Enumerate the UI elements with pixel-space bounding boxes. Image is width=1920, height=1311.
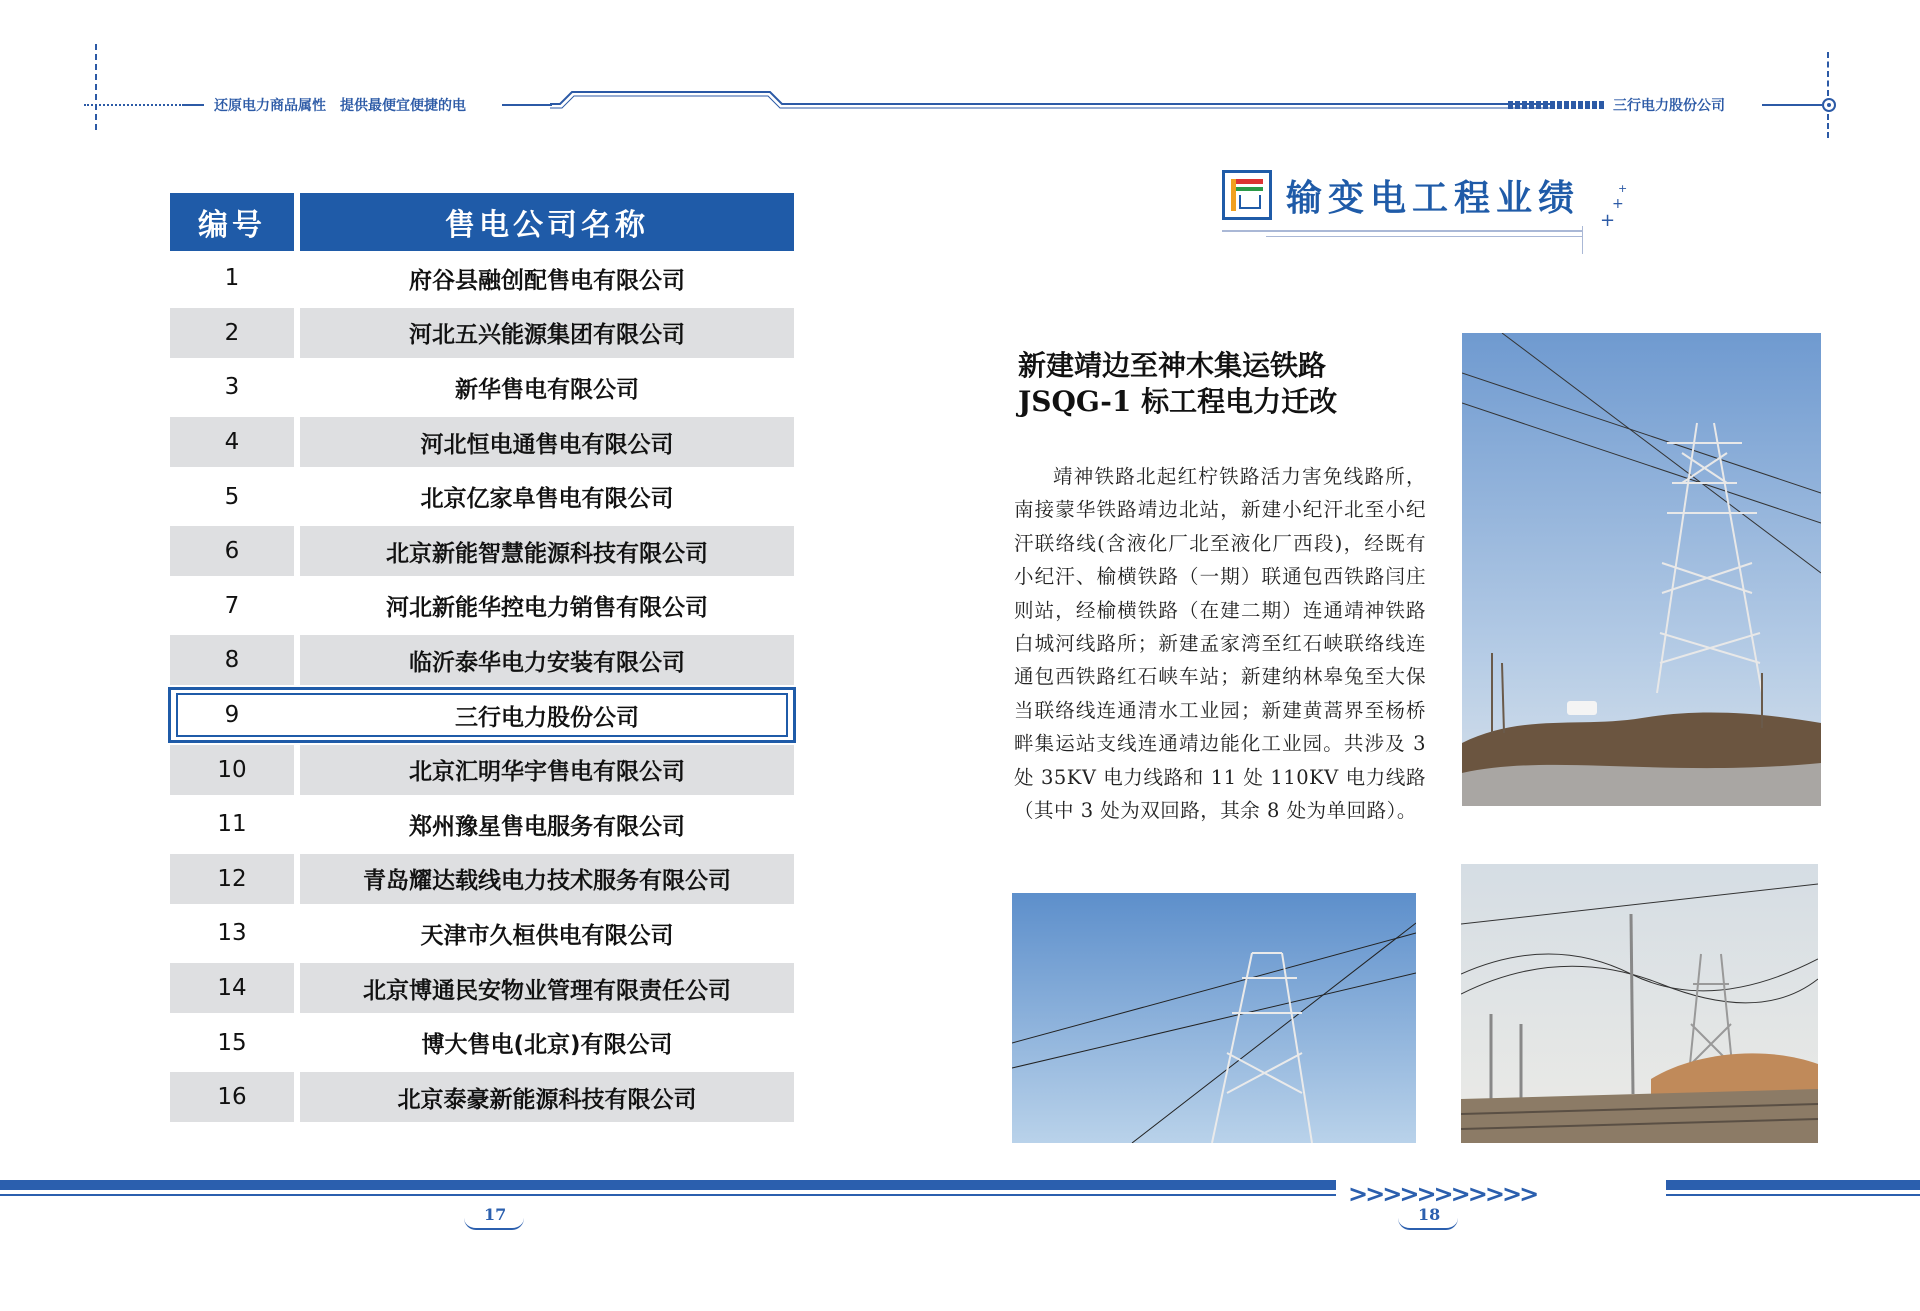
row-number: 14 — [170, 963, 294, 1013]
header-circle-icon — [1822, 98, 1836, 112]
row-company-name: 天津市久桓供电有限公司 — [420, 922, 674, 949]
header-right-rule — [1762, 104, 1822, 106]
header-notch-rule — [550, 88, 1550, 110]
row-number: 3 — [224, 374, 240, 401]
table-row — [170, 1015, 794, 1070]
table-header-company-name: 售电公司名称 — [300, 193, 794, 251]
row-number: 10 — [170, 745, 294, 795]
table-row — [170, 306, 794, 361]
table-row — [170, 251, 794, 306]
row-number: 1 — [224, 265, 240, 292]
table-row — [170, 579, 794, 634]
table-row — [170, 906, 794, 961]
row-number: 9 — [224, 702, 240, 729]
header-left-rule — [184, 104, 204, 106]
table-row — [170, 360, 794, 415]
photo-railway-towers — [1461, 864, 1818, 1143]
company-table — [170, 193, 794, 1125]
article-title — [1018, 348, 1337, 420]
row-company-name: 北京汇明华宇售电有限公司 — [300, 745, 794, 795]
table-row — [170, 415, 794, 470]
photo-transmission-tower-large — [1462, 333, 1821, 806]
row-number: 15 — [217, 1029, 247, 1056]
header-left-dotted-rule — [84, 104, 184, 106]
row-company-name: 新华售电有限公司 — [455, 376, 639, 403]
footer-left-bar — [0, 1180, 1336, 1190]
row-number: 5 — [224, 483, 240, 510]
row-company-name: 临沂泰华电力安装有限公司 — [300, 635, 794, 685]
footer-left-thin-rule — [0, 1194, 1336, 1196]
section-underline — [1222, 230, 1582, 232]
article-title-line1: 新建靖边至神木集运铁路 — [1018, 349, 1327, 382]
table-row — [170, 797, 794, 852]
row-company-name: 北京泰豪新能源科技有限公司 — [300, 1072, 794, 1122]
table-row — [170, 961, 794, 1016]
table-header-number: 编号 — [170, 193, 294, 251]
footer-chevrons: >>>>>>>>>>> — [1348, 1180, 1537, 1208]
table-row — [170, 633, 794, 688]
header-right-tick-lower — [1827, 114, 1829, 138]
row-number: 8 — [170, 635, 294, 685]
row-number: 4 — [170, 417, 294, 467]
table-row — [170, 1070, 794, 1125]
table-body — [170, 251, 794, 1125]
footer-right-thin-rule — [1666, 1194, 1920, 1196]
section-underline-end — [1582, 226, 1583, 254]
table-row — [170, 469, 794, 524]
table-row — [170, 742, 794, 797]
row-company-name: 博大售电(北京)有限公司 — [421, 1032, 673, 1059]
header-company-name: 三行电力股份公司 — [1613, 98, 1725, 114]
header-slogan: 还原电力商品属性 提供最便宜便捷的电 — [214, 98, 466, 114]
row-number: 2 — [170, 308, 294, 358]
footer-right-bar — [1666, 1180, 1920, 1190]
row-number: 13 — [217, 920, 247, 947]
section-title: 输变电工程业绩 — [1286, 177, 1581, 219]
table-row — [170, 524, 794, 579]
page-number-left: 17 — [484, 1205, 507, 1224]
row-company-name: 河北恒电通售电有限公司 — [300, 417, 794, 467]
row-number: 7 — [224, 592, 240, 619]
section-logo-icon — [1222, 170, 1272, 220]
header-right-tick — [1827, 52, 1829, 96]
sparkle-icon: + — [1612, 196, 1624, 212]
row-company-name: 河北新能华控电力销售有限公司 — [386, 595, 708, 622]
section-underline-thin — [1266, 236, 1582, 237]
row-company-name: 三行电力股份公司 — [455, 704, 639, 731]
row-company-name: 府谷县融创配售电有限公司 — [409, 267, 685, 294]
sparkle-icon: + — [1618, 182, 1628, 195]
row-number: 12 — [170, 854, 294, 904]
page-number-right: 18 — [1418, 1205, 1441, 1224]
header-right-blocks — [1508, 101, 1604, 109]
article-title-line2: JSQG-1 标工程电力迁改 — [1018, 385, 1338, 418]
row-number: 16 — [170, 1072, 294, 1122]
sparkle-icon: + — [1600, 210, 1616, 231]
row-number: 11 — [217, 811, 247, 838]
row-company-name: 河北五兴能源集团有限公司 — [300, 308, 794, 358]
row-company-name: 郑州豫星售电服务有限公司 — [409, 813, 685, 840]
row-number: 6 — [170, 526, 294, 576]
header-main-rule — [502, 104, 552, 106]
table-row — [170, 688, 794, 743]
row-company-name: 青岛耀达载线电力技术服务有限公司 — [300, 854, 794, 904]
row-company-name: 北京博通民安物业管理有限责任公司 — [300, 963, 794, 1013]
table-row — [170, 852, 794, 907]
row-company-name: 北京亿家阜售电有限公司 — [420, 486, 674, 513]
header-left-tick — [95, 44, 97, 130]
article-body: 靖神铁路北起红柠铁路活力害免线路所，南接蒙华铁路靖边北站，新建小纪汗北至小纪汗联络线(含液化厂北至液化厂西段)，经既有小纪汗、榆横铁路（一期）联通包西铁路闫庄则站，经榆横铁路（在建二期）连通靖神铁路白城河线路所；新建孟家湾至红石峡联络线连通包西铁路红石峡车站；新建纳林皋兔至大保当联络线连通清水工业园；新建黄蒿界至杨桥畔集运站支线连通靖边能化工业园。共涉及 3 处 35KV 电力线路和 11 处 110KV 电力线路（其中 3 处为双回路，其余 8 处为单回路）。 — [1014, 465, 1426, 823]
table-header-row — [170, 193, 794, 251]
row-company-name: 北京新能智慧能源科技有限公司 — [300, 526, 794, 576]
photo-transmission-tower-left — [1012, 893, 1416, 1143]
